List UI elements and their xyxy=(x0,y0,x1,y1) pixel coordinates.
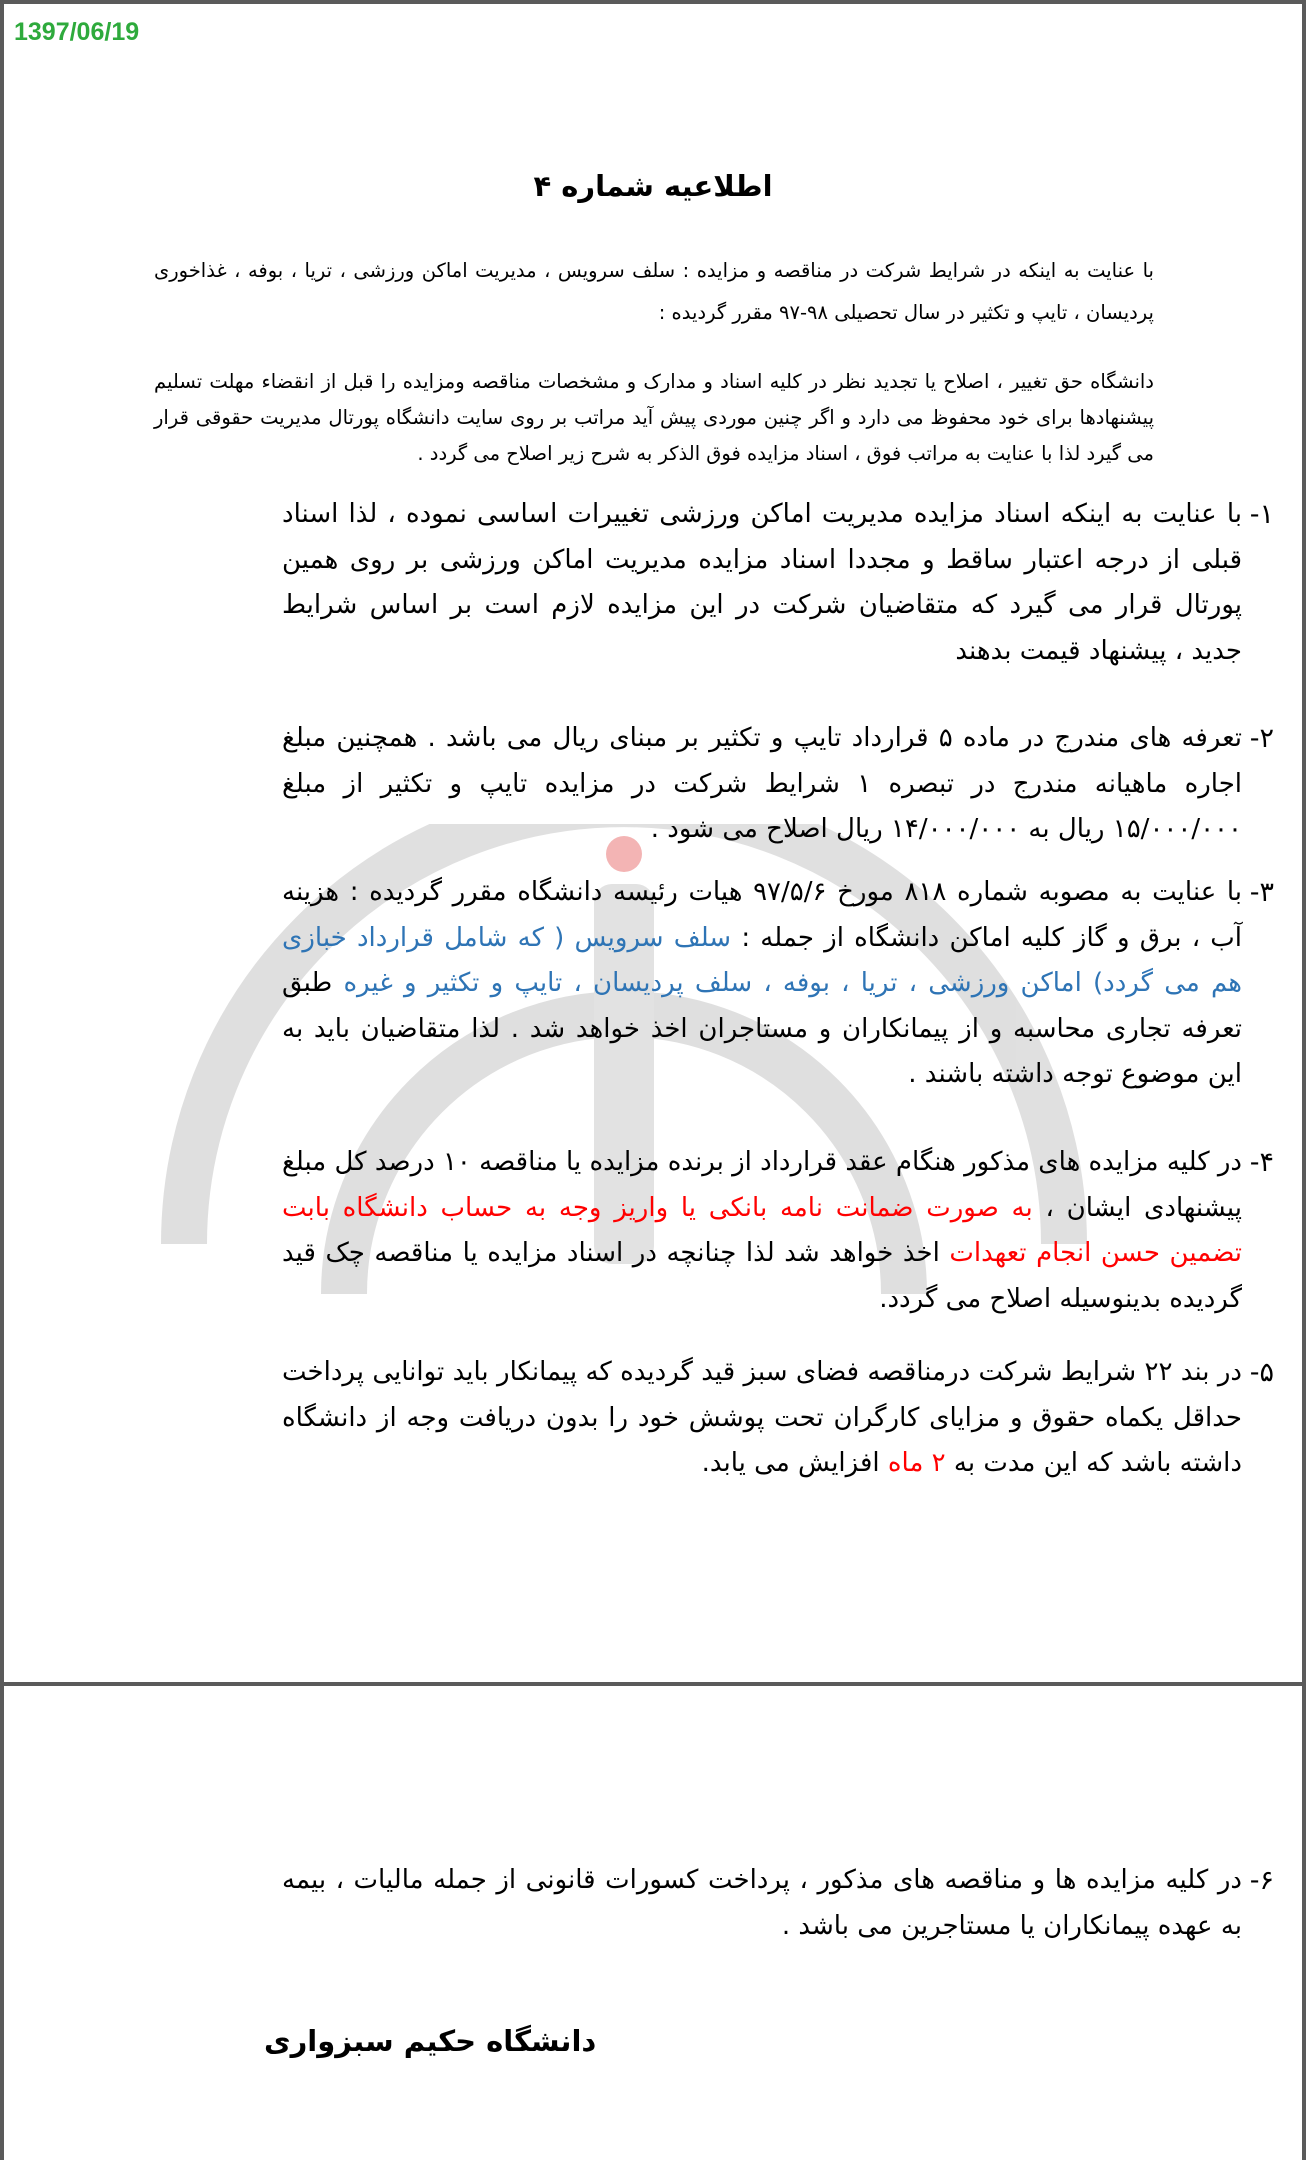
list-item-5 xyxy=(132,1350,1302,1487)
text-run: در کلیه مزایده های مذکور هنگام عقد قرارداد از برنده مزایده یا مناقصه ۱۰ درصد کل مبلغ پیشنهادی ایشان ، xyxy=(282,1147,1242,1223)
notice-title: اطلاعیه شماره ۴ xyxy=(533,169,773,203)
intro-paragraph: با عنایت به اینکه در شرایط شرکت در مناقصه و مزایده : سلف سرویس ، مدیریت اماکن ورزشی ، تریا ، بوفه ، غذاخوری پردیسان ، تایپ و تکثیر در سال تحصیلی ۹۸-۹۷ مقرر گردیده : xyxy=(154,259,1154,324)
list-item-number: ۲- xyxy=(1249,723,1274,754)
text-run: اخذ خواهد شد لذا چنانچه در اسناد مزایده یا مناقصه چک قید گردیده بدینوسیله اصلاح می گردد. xyxy=(282,1238,1242,1314)
text-run: در بند ۲۲ شرایط شرکت درمناقصه فضای سبز قید گردیده که پیمانکار باید توانایی پرداخت حداقل یکماه حقوق و مزایای کارگران تحت پوشش خود را بدون دریافت وجه از دانشگاه داشته باشد که این مدت به xyxy=(282,1357,1242,1479)
date-stamp: 1397/06/19 xyxy=(14,18,140,46)
signature-university-name: دانشگاه حکیم سبزواری xyxy=(264,2024,597,2058)
highlighted-blue-text: سلف سرویس ( که شامل قرارداد خبازی هم می گردد) اماکن ورزشی ، تریا ، بوفه ، سلف پردیسان ، تایپ و تکثیر و غیره xyxy=(282,922,1243,999)
list-item-3 xyxy=(132,870,1302,1098)
highlighted-red-text: به صورت ضمانت نامه بانکی یا واریز وجه به حساب دانشگاه بابت تضمین حسن انجام تعهدات xyxy=(282,1192,1242,1269)
list-item-number: ۳- xyxy=(1249,877,1274,908)
text-run: افزایش می یابد. xyxy=(701,1448,880,1479)
lead-paragraph: دانشگاه حق تغییر ، اصلاح یا تجدید نظر در کلیه اسناد و مدارک و مشخصات مناقصه ومزایده را قبل از انقضاء مهلت تسلیم پیشنهادها برای خود محفوظ می دارد و اگر چنین موردی پیش آید مراتب بر روی سایت دانشگاه پورتال مدیریت حقوقی قرار می گیرد لذا با عنایت به مراتب فوق ، اسناد مزایده فوق الذکر به شرح زیر اصلاح می گردد . xyxy=(154,370,1154,465)
list-item-number: ۱- xyxy=(1249,499,1274,530)
highlighted-red-text: ۲ ماه xyxy=(887,1448,946,1479)
text-run: طبق تعرفه تجاری محاسبه و از پیمانکاران و مستاجران اخذ خواهد شد . لذا متقاضیان باید به این موضوع توجه داشته باشند . xyxy=(282,968,1242,1090)
list-item-text: با عنایت به اینکه اسناد مزایده مدیریت اماکن ورزشی تغییرات اساسی نموده ، لذا اسناد قبلی از درجه اعتبار ساقط و مجددا اسناد مزایده مدیریت اماکن ورزشی بر روی همین پورتال قرار می گیرد که متقاضیان شرکت در این مزایده لازم است بر اساس شرایط جدید ، پیشنهاد قیمت بدهند xyxy=(282,499,1242,666)
list-item-number: ۶- xyxy=(1249,1865,1274,1896)
list-item-number: ۵- xyxy=(1249,1357,1274,1388)
list-item-text xyxy=(282,870,1242,1098)
list-item-text xyxy=(282,1140,1242,1322)
list-item-2 xyxy=(132,716,1302,853)
list-item-1 xyxy=(132,492,1302,674)
document-page-2 xyxy=(0,1682,1306,2160)
list-item-4 xyxy=(132,1140,1302,1322)
list-item-text: در کلیه مزایده ها و مناقصه های مذکور ، پرداخت کسورات قانونی از جمله مالیات ، بیمه به عهده پیمانکاران یا مستاجرین می باشد . xyxy=(282,1865,1242,1941)
list-item-text xyxy=(282,1350,1242,1487)
list-item-6 xyxy=(132,1858,1302,1949)
list-item-text: تعرفه های مندرج در ماده ۵ قرارداد تایپ و تکثیر بر مبنای ریال می باشد . همچنین مبلغ اجاره ماهیانه مندرج در تبصره ۱ شرایط شرکت در مزایده تایپ و تکثیر از مبلغ ۱۵/۰۰۰/۰۰۰ ریال به ۱۴/۰۰۰/۰۰۰ ریال اصلاح می شود . xyxy=(282,723,1243,845)
text-run: با عنایت به مصوبه شماره ۸۱۸ مورخ ۹۷/۵/۶ هیات رئیسه دانشگاه مقرر گردیده : هزینه آب ، برق و گاز کلیه اماکن دانشگاه از جمله : xyxy=(282,877,1243,953)
list-item-number: ۴- xyxy=(1249,1147,1274,1178)
